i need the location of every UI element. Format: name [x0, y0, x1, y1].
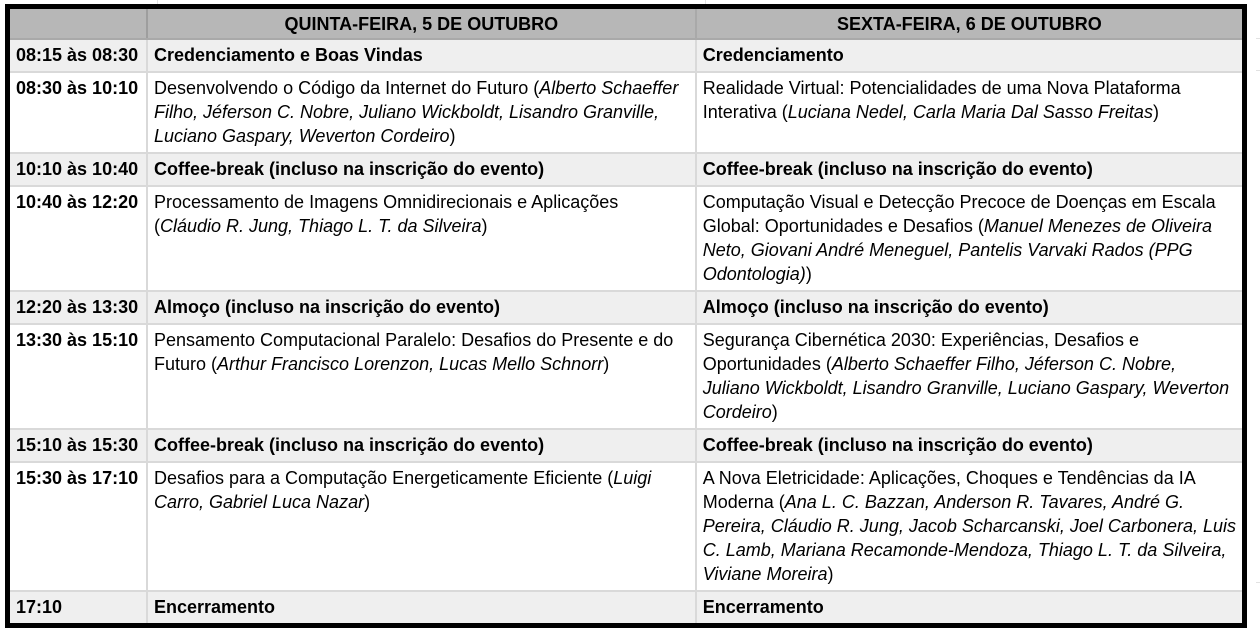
- day2-cell[interactable]: Almoço (incluso na inscrição do evento): [696, 291, 1245, 324]
- day2-cell[interactable]: [696, 186, 1245, 291]
- talk-title: Segurança Cibernética 2030: Experiências, Desafios e Oportunidades (: [702, 330, 1139, 374]
- time-cell[interactable]: 08:30 às 10:10: [8, 72, 147, 153]
- talk-authors: Luigi Carro, Gabriel Luca Nazar: [153, 468, 652, 512]
- day1-cell[interactable]: [147, 72, 696, 153]
- close-paren: ): [805, 264, 812, 284]
- schedule-row-talk: [8, 324, 1245, 429]
- day2-column-header[interactable]: SEXTA-FEIRA, 6 DE OUTUBRO: [696, 7, 1245, 40]
- talk-title: Processamento de Imagens Omnidirecionais e Aplicações (: [153, 192, 619, 236]
- time-cell[interactable]: 12:20 às 13:30: [8, 291, 147, 324]
- close-paren: ): [603, 354, 610, 374]
- time-cell[interactable]: 10:40 às 12:20: [8, 186, 147, 291]
- talk-authors: Alberto Schaeffer Filho, Jéferson C. Nobre, Juliano Wickboldt, Lisandro Granville, Luciano Gaspary, Weverton Cordeiro: [153, 78, 679, 146]
- day1-cell[interactable]: Credenciamento e Boas Vindas: [147, 39, 696, 72]
- talk-authors: Cláudio R. Jung, Thiago L. T. da Silveira: [159, 216, 482, 236]
- day2-cell[interactable]: Coffee-break (incluso na inscrição do evento): [696, 153, 1245, 186]
- day1-column-header[interactable]: QUINTA-FEIRA, 5 DE OUTUBRO: [147, 7, 696, 40]
- schedule-row-break: [8, 291, 1245, 324]
- close-paren: ): [364, 492, 371, 512]
- talk-authors: Manuel Menezes de Oliveira Neto, Giovani André Meneguel, Pantelis Varvaki Rados (PPG Odontologia): [702, 216, 1213, 284]
- talk-title: Computação Visual e Detecção Precoce de Doenças em Escala Global: Oportunidades e Desafios (: [702, 192, 1216, 236]
- time-cell[interactable]: 17:10: [8, 591, 147, 626]
- schedule-row-talk: [8, 72, 1245, 153]
- sheet-gridline: [1256, 582, 1260, 583]
- talk-title: Realidade Virtual: Potencialidades de uma Nova Plataforma Interativa (: [702, 78, 1181, 122]
- day1-cell[interactable]: [147, 186, 696, 291]
- talk-title: Desenvolvendo o Código da Internet do Futuro (: [153, 78, 540, 98]
- time-cell[interactable]: 15:30 às 17:10: [8, 462, 147, 591]
- talk-authors: Ana L. C. Bazzan, Anderson R. Tavares, André G. Pereira, Cláudio R. Jung, Jacob Scharcanski, Joel Carbonera, Luis C. Lamb, Mariana Recamonde-Mendoza, Thiago L. T. da Silveira, Viviane Moreira: [702, 492, 1237, 584]
- time-column-header[interactable]: [8, 7, 147, 40]
- sheet-gridline: [1256, 70, 1260, 71]
- close-paren: ): [481, 216, 488, 236]
- time-cell[interactable]: 15:10 às 15:30: [8, 429, 147, 462]
- schedule-row-talk: [8, 186, 1245, 291]
- header-row: [8, 7, 1245, 40]
- day1-cell[interactable]: Almoço (incluso na inscrição do evento): [147, 291, 696, 324]
- day2-cell[interactable]: Coffee-break (incluso na inscrição do evento): [696, 429, 1245, 462]
- talk-title: A Nova Eletricidade: Aplicações, Choques e Tendências da IA Moderna (: [702, 468, 1195, 512]
- schedule-row-break: [8, 39, 1245, 72]
- time-cell[interactable]: 10:10 às 10:40: [8, 153, 147, 186]
- schedule-table: [5, 4, 1247, 628]
- day2-cell[interactable]: Credenciamento: [696, 39, 1245, 72]
- schedule-row-break: [8, 591, 1245, 626]
- talk-title: Desafios para a Computação Energeticamente Eficiente (: [153, 468, 614, 488]
- talk-authors: Alberto Schaeffer Filho, Jéferson C. Nobre, Juliano Wickboldt, Lisandro Granville, Luciano Gaspary, Weverton Cordeiro: [702, 354, 1230, 422]
- day1-cell[interactable]: Encerramento: [147, 591, 696, 626]
- time-cell[interactable]: 08:15 às 08:30: [8, 39, 147, 72]
- close-paren: ): [449, 126, 456, 146]
- day2-cell[interactable]: [696, 462, 1245, 591]
- talk-authors: Arthur Francisco Lorenzon, Lucas Mello Schnorr: [217, 354, 604, 374]
- day1-cell[interactable]: [147, 462, 696, 591]
- day1-cell[interactable]: [147, 324, 696, 429]
- schedule-row-talk: [8, 462, 1245, 591]
- time-cell[interactable]: 13:30 às 15:10: [8, 324, 147, 429]
- close-paren: ): [827, 564, 834, 584]
- day1-cell[interactable]: Coffee-break (incluso na inscrição do evento): [147, 153, 696, 186]
- day2-cell[interactable]: [696, 324, 1245, 429]
- close-paren: ): [1152, 102, 1159, 122]
- schedule-row-break: [8, 429, 1245, 462]
- close-paren: ): [771, 402, 778, 422]
- schedule-row-break: [8, 153, 1245, 186]
- sheet-gridline: [1256, 38, 1260, 39]
- day1-cell[interactable]: Coffee-break (incluso na inscrição do evento): [147, 429, 696, 462]
- day2-cell[interactable]: [696, 72, 1245, 153]
- talk-authors: Luciana Nedel, Carla Maria Dal Sasso Freitas: [787, 102, 1153, 122]
- talk-title: Pensamento Computacional Paralelo: Desafios do Presente e do Futuro (: [153, 330, 674, 374]
- day2-cell[interactable]: Encerramento: [696, 591, 1245, 626]
